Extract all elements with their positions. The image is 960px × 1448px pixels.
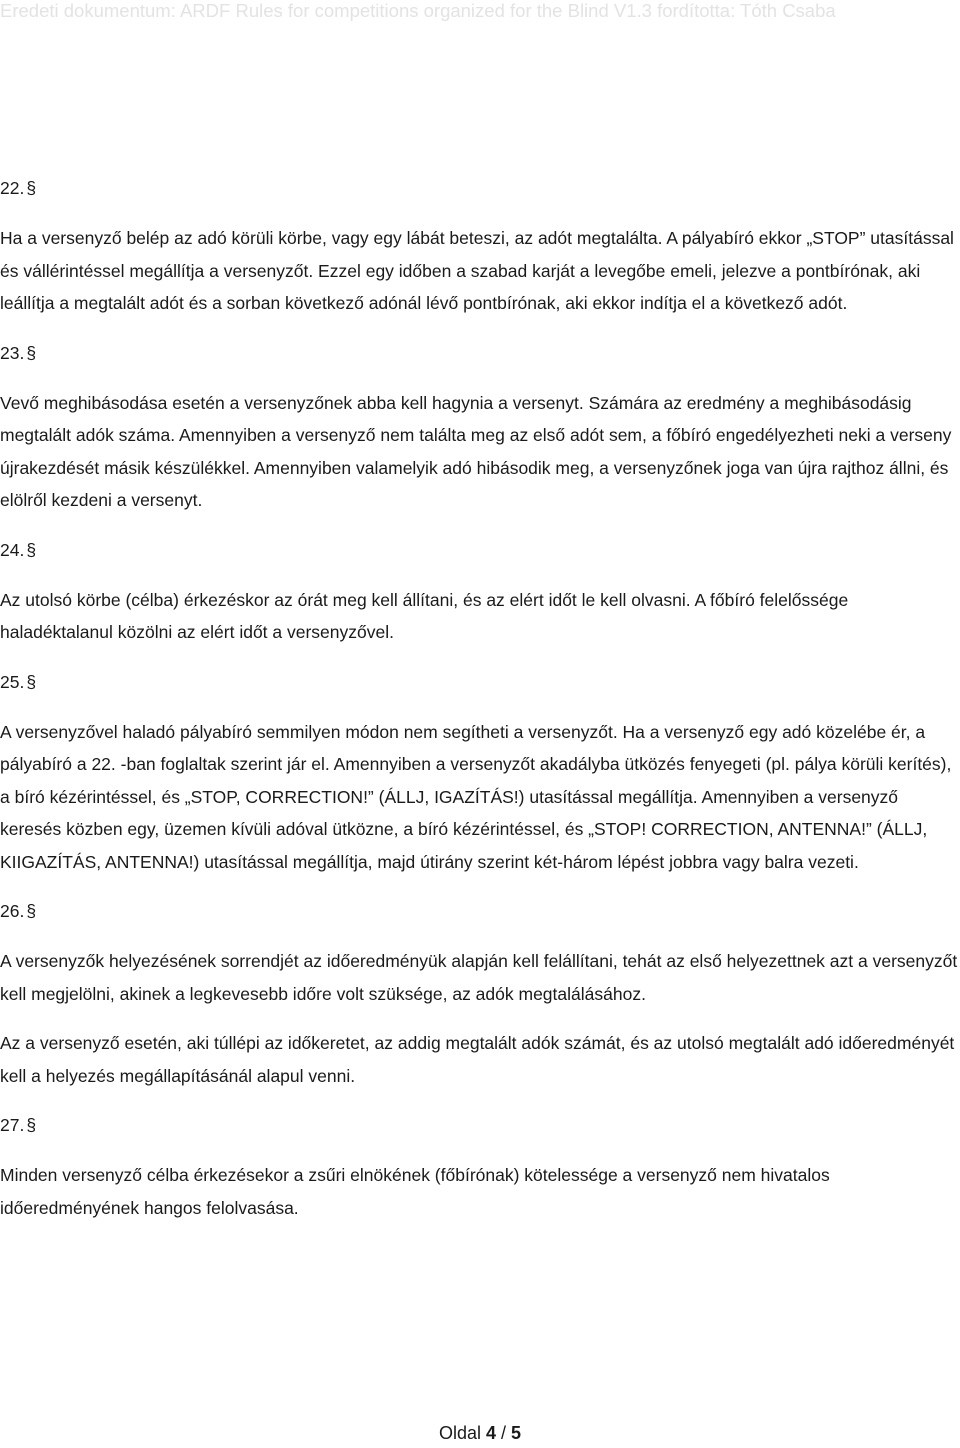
page-label: Oldal — [438, 1423, 481, 1443]
section-27 — [0, 1109, 960, 1224]
section-sign: § — [26, 539, 37, 560]
document-body — [0, 172, 960, 1241]
paragraph: Vevő meghibásodása esetén a versenyzőnek abba kell hagynia a versenyt. Számára az eredmény a meghibásodásig megtalált adók száma. Amennyiben a versenyző nem találta meg az első adót sem, a főbíró engedélyezheti neki a verseny újrakezdését másik készülékkel. Amennyiben valamelyik adó hibásodik meg, a versenyzőnek joga van újra rajthoz állni, és elölről kezdeni a versenyt. — [0, 392, 952, 510]
paragraph: Az a versenyző esetén, aki túllépi az időkeretet, az addig megtalált adók számát, és az utolsó megtalált adó időeredményét kell a helyezés megállapításánál alapul venni. — [0, 1033, 955, 1086]
total-pages-number: 5 — [511, 1423, 522, 1443]
page-separator: / — [501, 1423, 507, 1443]
section-22 — [0, 172, 960, 320]
paragraph: A versenyzők helyezésének sorrendjét az időeredményük alapján kell felállítani, tehát az első helyezettnek azt a versenyzőt kell megjelölni, akinek a legkevesebb időre volt szüksége, az adók megtalálásához. — [0, 951, 958, 1004]
paragraph: Az utolsó körbe (célba) érkezéskor az órát meg kell állítani, és az elért időt le kell olvasni. A főbíró felelőssége haladéktalanul közölni az elért időt a versenyzővel. — [0, 589, 849, 642]
section-26 — [0, 895, 960, 1092]
section-sign: § — [26, 901, 37, 921]
section-number: 27. § — [0, 1115, 37, 1135]
section-number: 25. § — [0, 671, 37, 692]
paragraph: A versenyzővel haladó pályabíró semmilyen módon nem segítheti a versenyzőt. Ha a versenyző egy adó közelébe ér, a pályabíró a 22. -ban foglaltak szerint jár el. Amennyiben a versenyzőt akadályba ütközés fenyegeti (pl. pálya körüli kerítés), a bíró kézérintéssel, és „STOP, CORRECTION!” (ÁLLJ, IGAZÍTÁS!) utasítással megállítja. Amennyiben a versenyző keresés közben egy, üzemen kívüli adóval ütközne, a bíró kézérintéssel, és „STOP! CORRECTION, ANTENNA!” (ÁLLJ, KIIGAZÍTÁS, ANTENNA!) utasítással megállítja, majd útirány szerint két-három lépést jobbra vagy balra vezeti. — [0, 721, 952, 872]
section-number: 24. § — [0, 539, 37, 560]
section-sign: § — [26, 671, 37, 692]
section-24 — [0, 534, 960, 649]
section-number: 23. § — [0, 342, 37, 363]
section-sign: § — [26, 1115, 37, 1135]
section-number: 26. § — [0, 901, 37, 921]
document-header: Eredeti dokumentum: ARDF Rules for competitions organized for the Blind V1.3 fordította: Tóth Csaba — [0, 0, 836, 21]
section-25 — [0, 666, 960, 879]
paragraph: Minden versenyző célba érkezésekor a zsűri elnökének (főbírónak) kötelessége a versenyző nem hivatalos időeredményének hangos felolvasása. — [0, 1165, 830, 1218]
section-number: 22. § — [0, 178, 37, 198]
current-page-number: 4 — [485, 1423, 496, 1443]
page-footer — [0, 1421, 960, 1445]
section-sign: § — [26, 342, 37, 363]
paragraph: Ha a versenyző belép az adó körüli körbe, vagy egy lábát beteszi, az adót megtalálta. A pályabíró ekkor „STOP” utasítással és vállérintéssel megállítja a versenyzőt. Ezzel egy időben a szabad karját a levegőbe emeli, jelezve a pontbírónak, aki leállítja a megtalált adót és a sorban következő adónál lévő pontbírónak, aki ekkor indítja el a következő adót. — [0, 228, 954, 313]
section-23 — [0, 337, 960, 517]
section-sign: § — [26, 178, 37, 198]
